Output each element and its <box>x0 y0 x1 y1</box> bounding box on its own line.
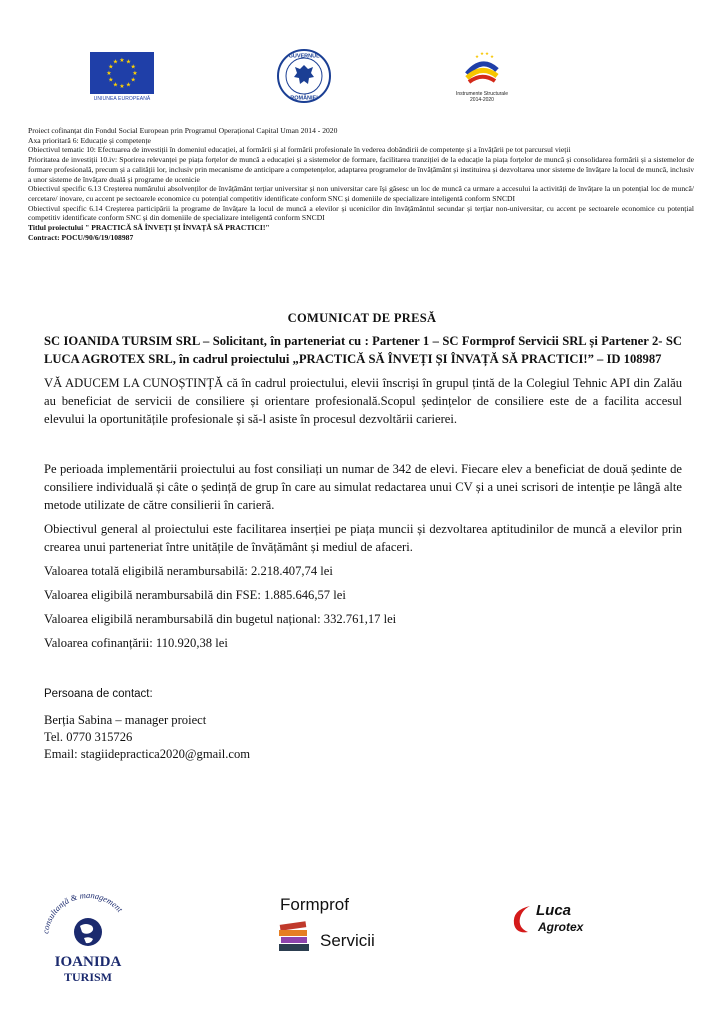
romanian-government-logo <box>276 48 332 104</box>
svg-text:★: ★ <box>490 55 495 60</box>
svg-text:★: ★ <box>108 76 114 84</box>
header-line: Obiectivul specific 6.13 Creșterea numărului absolvenților de învățământ terțiar universitar și non universitar care își găsesc un loc de muncă ca urmare a accesului la activități de învățare la un potențial loc de muncă/ cercetare/ inovare, cu accent pe sectoarele economice cu potențial competitiv identificate conform SNC și domeniile de specializare inteligentă conform SNCDI <box>28 184 694 203</box>
structural-instruments-icon <box>461 50 503 86</box>
paragraph-2: Pe perioada implementării proiectului au fost consiliați un numar de 342 de elevi. Fiecare elev a beneficiat de două ședinte de consiliere individuală și câte o ședință de grup în care au simulat redactarea unui CV și a unei scrisori de intenție pe lângă alte metode utilizate de către consilierii în carieră. <box>44 462 682 513</box>
formprof-word: Formprof <box>280 895 349 914</box>
header-line: Obiectivul specific 6.14 Creșterea participării la programe de învățare la locul de muncă a elevilor și ucenicilor din învățământul secundar și terțiar non-universitar, cu accent pe sectoarele economice cu potențial competitiv identificate conform SNC și din domeniile de specializare inteligentă conform SNCDI <box>28 203 694 223</box>
press-release-title: COMUNICAT DE PRESĂ <box>287 311 437 325</box>
svg-text:★: ★ <box>125 81 132 89</box>
svg-text:★: ★ <box>480 52 485 57</box>
formprof-servicii-logo <box>276 895 396 965</box>
paragraph-3: Obiectivul general al proiectului este facilitarea inserției pe piața muncii și dezvoltarea aptitudinilor de muncă a elevilor prin crearea unui parteneriat între unitățile de învățământ și mediul de afaceri. <box>44 522 682 555</box>
svg-text:★: ★ <box>119 57 125 64</box>
ioanida-arc-text: consultanță & management <box>40 889 126 935</box>
paragraph-1: VĂ ADUCEM LA CUNOȘTINȚĂ că în cadrul proiectului, elevii înscriși în grupul țintă de la Colegiul Tehnic API din Zalău au beneficiat de servicii de consiliere și orientare profesională.Scopul ședințelor de consiliere este de a facilita accesul elevului la oportunitățile profesionale și să-l asiste în procesul dezvoltării carierei. <box>44 376 682 427</box>
contact-label: Persoana de contact: <box>44 688 153 700</box>
press-release-subtitle: SC IOANIDA TURSIM SRL – Solicitant, în parteneriat cu : Partener 1 – SC Formprof Servicii SRL și Partener 2- SC LUCA AGROTEX SRL, în cadrul proiectului „PRACTICĂ SĂ ÎNVEȚI ȘI ÎNVAȚĂ SĂ PRACTICI!” – ID 108987 <box>44 334 682 366</box>
svg-text:★: ★ <box>119 83 125 90</box>
contract-number: Contract: POCU/90/6/19/108987 <box>28 232 134 242</box>
svg-text:★: ★ <box>130 63 136 71</box>
svg-text:★: ★ <box>112 81 119 89</box>
header-line: Proiect cofinanțat din Fondul Social European prin Programul Operațional Capital Uman 2014 - 2020 <box>28 126 338 135</box>
is-caption-2: 2014-2020 <box>470 97 494 103</box>
svg-text:★: ★ <box>108 63 114 71</box>
project-header <box>28 126 694 242</box>
leaf-swirl-icon <box>508 902 536 936</box>
svg-text:★: ★ <box>132 70 138 77</box>
contact-name: Berția Sabina – manager proiect <box>44 713 207 727</box>
project-title: Titlul proiectului " PRACTICĂ SĂ ÎNVEȚI ȘI ÎNVAȚĂ SĂ PRACTICI!" <box>28 223 270 233</box>
header-line: Axa prioritară 6: Educație și competențe <box>28 135 151 145</box>
ioanida-sub: TURISM <box>63 970 113 984</box>
header-line: Prioritatea de investiții 10.iv: Sporirea relevanței pe piața forțelor de muncă a educației și a sistemelor de formare, facilitarea tranziției de la educație la piața forțelor de muncă și consolidarea formării și a sistemelor de formare profesională, precum și a calității lor, inclusiv prin mecanisme de anticipare a competențelor, adaptarea programelor de învățământ și instituirea și dezvoltarea unor sisteme de învățare la locul de muncă, inclusiv a unor sisteme de învățare duală și programe de ucenicie <box>28 155 694 184</box>
gov-text-top: GUVERNUL <box>288 53 320 60</box>
servicii-word: Servicii <box>320 931 375 950</box>
value-total: Valoarea totală eligibilă nerambursabilă: 2.218.407,74 lei <box>44 564 333 578</box>
globe-icon <box>74 918 102 946</box>
agrotex-word: Agrotex <box>538 920 584 934</box>
gov-text-bottom: ROMÂNIEI <box>290 95 318 102</box>
ioanida-turism-logo <box>28 880 148 990</box>
ioanida-name: IOANIDA <box>54 954 122 970</box>
svg-text:★: ★ <box>475 55 480 60</box>
value-fse: Valoarea eligibilă nerambursabilă din FSE: 1.885.646,57 lei <box>44 588 346 602</box>
value-cofinancing: Valoarea cofinanțării: 110.920,38 lei <box>44 636 228 650</box>
svg-text:★: ★ <box>130 76 136 84</box>
eu-caption: UNIUNEA EUROPEANĂ <box>93 96 151 102</box>
header-line: Obiectivul tematic 10: Efectuarea de investiții în domeniul educației, al formării și al formării profesionale în vederea dobândirii de competențe și a învățării pe tot parcursul vieții <box>28 145 571 155</box>
eu-logo <box>90 52 154 102</box>
svg-text:★: ★ <box>106 70 112 77</box>
svg-text:★: ★ <box>485 52 490 57</box>
books-icon <box>278 921 312 953</box>
structural-instruments-logo <box>440 50 524 103</box>
luca-word: Luca <box>536 902 572 919</box>
is-caption-1: Instrumente Structurale <box>456 91 508 97</box>
contact-email[interactable]: Email: stagiidepractica2020@gmail.com <box>44 747 251 761</box>
eu-flag-icon <box>90 52 154 94</box>
contact-phone: Tel. 0770 315726 <box>44 730 133 744</box>
luca-agrotex-logo <box>508 898 594 948</box>
svg-text:★: ★ <box>112 58 119 66</box>
svg-text:★: ★ <box>125 58 132 66</box>
value-national: Valoarea eligibilă nerambursabilă din bugetul național: 332.761,17 lei <box>44 612 397 626</box>
